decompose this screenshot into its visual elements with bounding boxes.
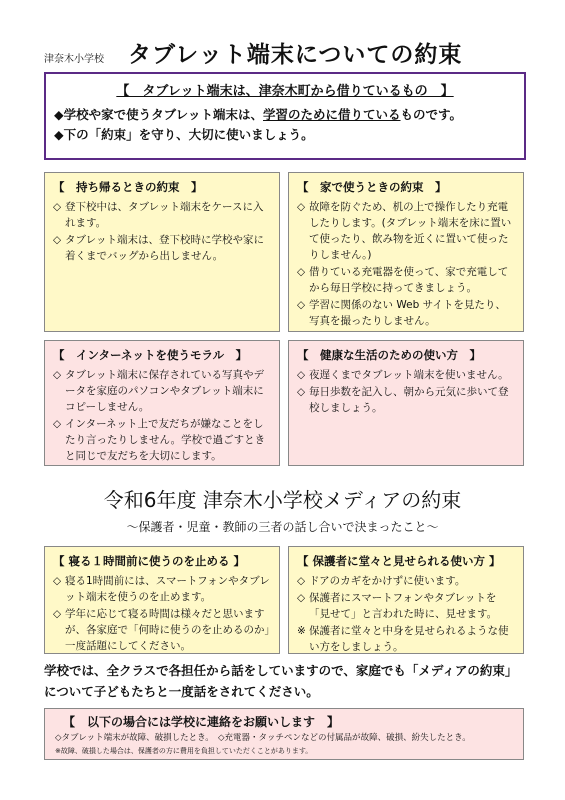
intro-box	[44, 72, 526, 160]
media-subtitle: ～保護者・児童・教師の三者の話し合いで決まったこと～	[126, 520, 439, 534]
list-item: ◇ 学年に応じて寝る時間は様々だと思いますが、各家庭で「何時に使うのを止めるのか」一度話題にしてください。	[53, 608, 270, 652]
home-rules-heading: 【 家で使うときの約束 】	[297, 180, 447, 194]
school-name: 津奈木小学校	[44, 54, 104, 65]
internet-moral-box	[44, 340, 280, 466]
list-item: ◇ インターネット上で友だちが嫌なことをしたり言ったりしません。学校で過ごすときと同じで友だちを大切にします。	[53, 418, 266, 462]
list-item: ◇ 夜遅くまでタブレット端末を使いません。	[297, 369, 509, 381]
list-item: ◇ 寝る1時間前には、スマートフォンやタブレット端末を使うのを止めます。	[53, 575, 270, 603]
home-rules-box	[288, 172, 524, 332]
contact-conditions: ◇タブレット端末が故障、破損したとき。 ◇充電器・タッチペンなどの付属品が故障、破損、紛失したとき。	[55, 733, 471, 743]
contact-heading: 【 以下の場合には学校に連絡をお願いします 】	[63, 715, 340, 729]
healthy-life-heading: 【 健康な生活のための使い方 】	[297, 348, 481, 362]
list-item: ◇ 学習に関係のない Web サイトを見たり、写真を撮ったりしません。	[297, 299, 506, 327]
list-item: ※ 保護者に堂々と中身を見せられるような使い方をしましょう。	[297, 625, 509, 653]
list-item: ◇ 毎日歩数を記入し、朝から元気に歩いて登校しましょう。	[297, 386, 509, 414]
list-item: ◇ 故障を防ぐため、机の上で操作したり充電したりします。(タブレット端末を床に置いて使ったり、飲み物を近くに置いて使ったりしません。)	[297, 201, 512, 261]
page-title: タブレット端末についての約束	[128, 42, 463, 68]
intro-line-1: ◆学校や家で使うタブレット端末は、学習のために借りているものです。	[54, 107, 463, 122]
internet-moral-heading: 【 インターネットを使うモラル 】	[53, 348, 248, 362]
intro-heading: 【 タブレット端末は、津奈木町から借りているもの 】	[116, 84, 454, 99]
intro-line-2: ◆下の「約束」を守り、大切に使いましょう。	[54, 127, 314, 142]
list-item: ◇ 借りている充電器を使って、家で充電してから毎日学校に持ってきましょう。	[297, 266, 509, 294]
media-title: 令和6年度 津奈木小学校メディアの約束	[103, 488, 462, 512]
healthy-life-box	[288, 340, 524, 466]
list-item: ◇ タブレット端末に保存されている写真やデータを家庭のパソコンやタブレット端末にコピーしません。	[53, 369, 264, 413]
list-item: ◇ タブレット端末は、登下校時に学校や家に着くまでバッグから出しません。	[53, 234, 264, 262]
sleep-rule-heading: 【 寝る１時間前に使うのを止める 】	[53, 554, 246, 568]
carry-rules-box	[44, 172, 280, 332]
guardian-rule-box	[288, 546, 524, 654]
guardian-rule-heading: 【 保護者に堂々と見せられる使い方 】	[297, 554, 501, 568]
list-item: ◇ 登下校中は、タブレット端末をケースに入れます。	[53, 201, 264, 229]
list-item: ◇ 保護者にスマートフォンやタブレットを「見せて」と言われた時に、見せます。	[297, 592, 498, 620]
list-item: ◇ ドアのカギをかけずに使います。	[297, 575, 466, 587]
contact-note: ※故障、破損した場合は、保護者の方に費用を負担していただくことがあります。	[55, 747, 313, 755]
sleep-rule-box	[44, 546, 280, 654]
closing-message: 学校では、全クラスで各担任から話をしていますので、家庭でも「メディアの約束」について子どもたちと一度話をされてください。	[44, 663, 518, 699]
carry-rules-heading: 【 持ち帰るときの約束 】	[53, 180, 203, 194]
contact-box	[44, 708, 524, 760]
